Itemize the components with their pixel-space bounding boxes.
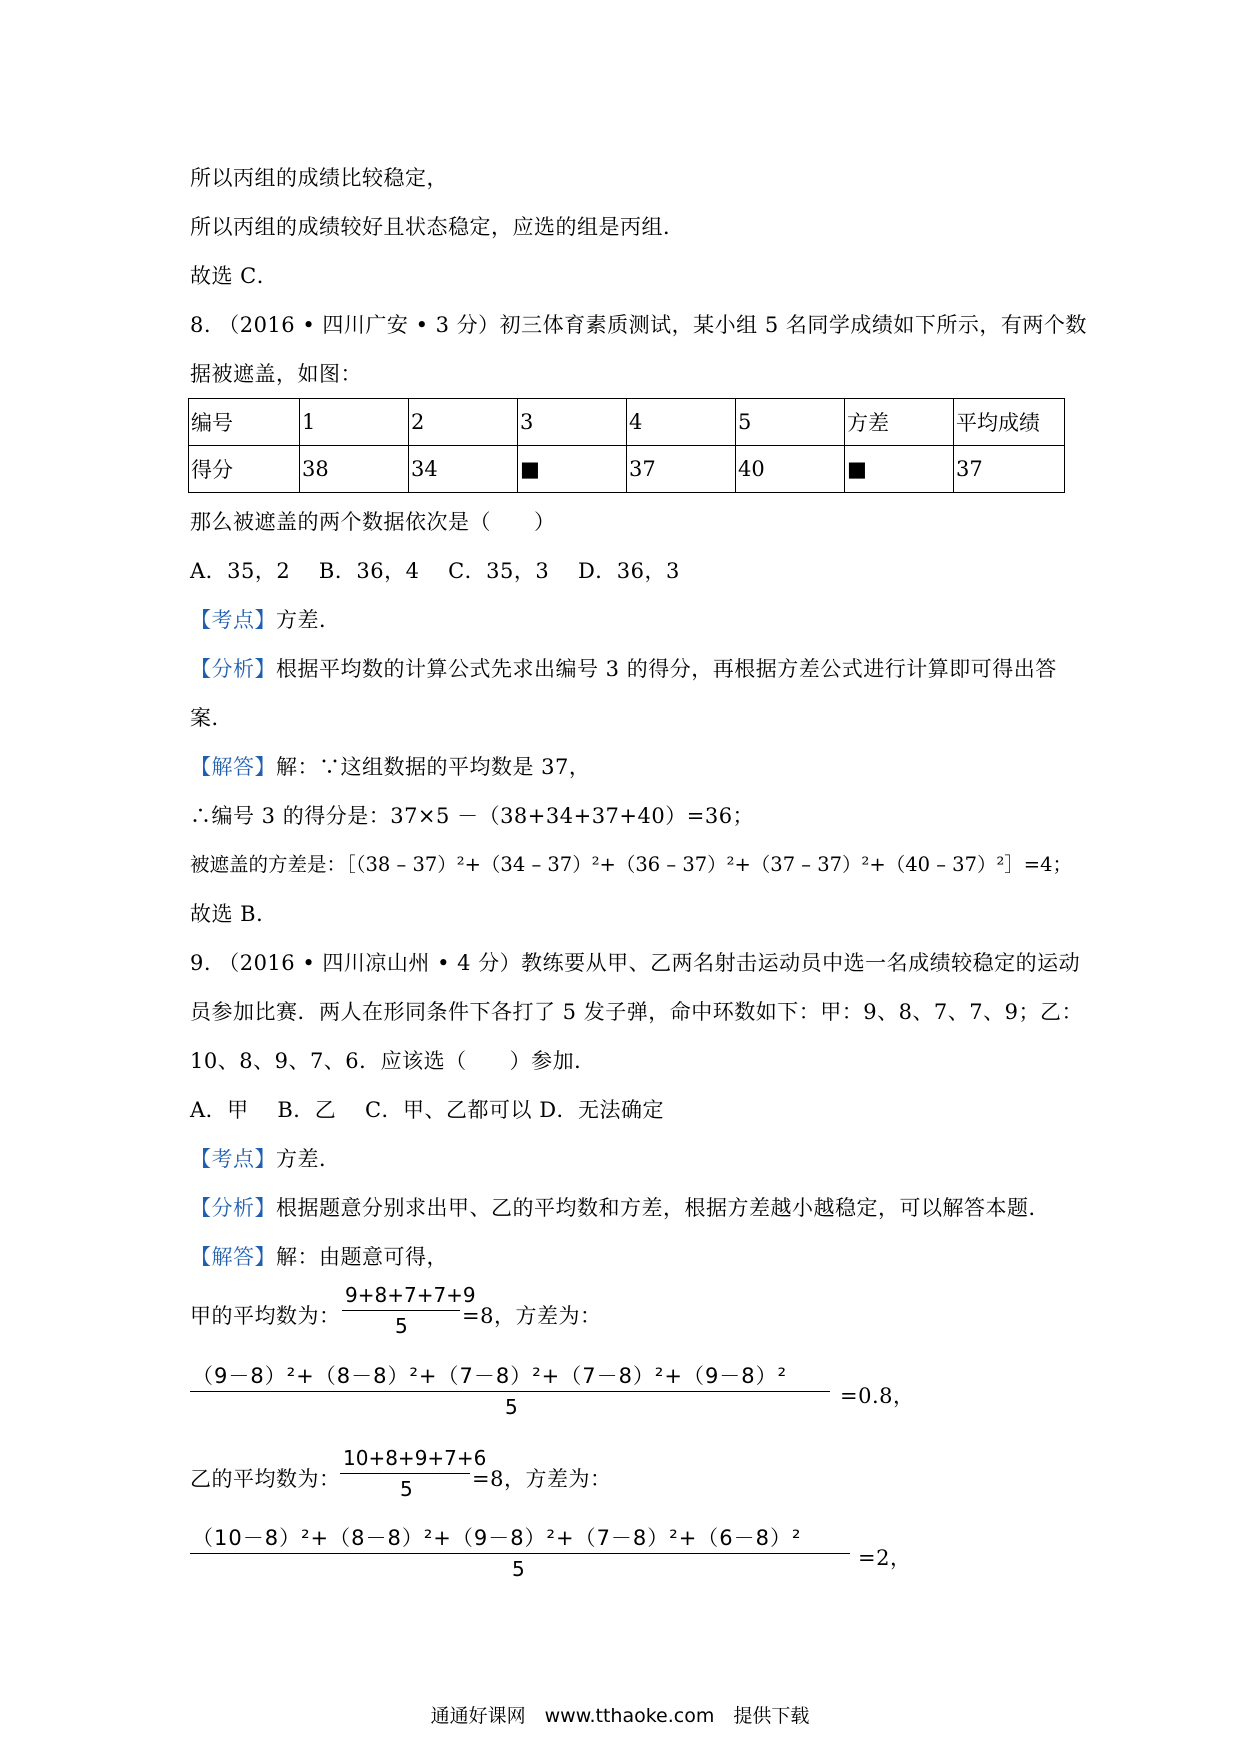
table-cell: 5 [736,399,845,446]
q9-stem-1: 9. （2016 • 四川凉山州 • 4 分）教练要从甲、乙两名射击运动员中选一名成绩较稳定的运动 [190,951,1081,975]
fenxi-tag: 【分析】 [190,657,276,681]
kaodian-text: 方差． [276,1147,341,1171]
table-cell: ■ [845,446,954,493]
table-cell: 4 [627,399,736,446]
jieda-text: 解：∵这组数据的平均数是 37， [276,755,591,779]
table-cell: 平均成绩 [954,399,1065,446]
score-table [188,398,1065,493]
q9-kaodian [190,1143,341,1173]
page-footer: 通通好课网 www.tthaoke.com 提供下载 [430,1705,810,1727]
table-cell: 37 [954,446,1065,493]
q8-stem-1: 8. （2016 • 四川广安 • 3 分）初三体育素质测试，某小组 5 名同学成绩如下所示，有两个数 [190,313,1087,337]
q8-question: 那么被遮盖的两个数据依次是（ ） [190,510,556,534]
fraction-bar [342,1310,460,1311]
yi-variance-denominator: 5 [512,1557,525,1581]
q9-fenxi [190,1192,1050,1222]
table-cell: 38 [300,446,409,493]
table-cell: 编号 [189,399,300,446]
fraction-bar [190,1553,850,1554]
table-row [189,446,1065,493]
table-cell: ■ [518,446,627,493]
q8-jieda-2: ∴编号 3 的得分是：37×5 －（38+34+37+40）=36； [190,804,755,828]
q8-fenxi-2: 案． [190,706,233,730]
q8-jieda-3: 被遮盖的方差是：［（38 – 37）²+（34 – 37）²+（36 – 37）²+（37 – 37）²+（40 – 37）²］=4； [190,853,1073,876]
q8-stem-2: 据被遮盖，如图： [190,362,362,386]
table-cell: 40 [736,446,845,493]
fenxi-text: 根据平均数的计算公式先求出编号 3 的得分，再根据方差公式进行计算即可得出答 [276,657,1057,681]
yi-mean-numerator: 10+8+9+7+6 [343,1446,487,1470]
table-cell: 2 [409,399,518,446]
jia-variance-denominator: 5 [505,1395,518,1419]
line-l2: 所以丙组的成绩较好且状态稳定，应选的组是丙组． [190,215,685,239]
fenxi-text: 根据题意分别求出甲、乙的平均数和方差，根据方差越小越稳定，可以解答本题． [276,1196,1050,1220]
jia-variance-numerator: （9－8）²+（8－8）²+（7－8）²+（7－8）²+（9－8）² [192,1364,788,1388]
table-cell: 方差 [845,399,954,446]
line-l3: 故选 C． [190,264,279,288]
table-cell: 1 [300,399,409,446]
kaodian-text: 方差． [276,608,341,632]
kaodian-tag: 【考点】 [190,1147,276,1171]
jia-mean-label: 甲的平均数为： [190,1304,341,1328]
table-cell: 34 [409,446,518,493]
fraction-bar [340,1473,470,1474]
jieda-text: 解：由题意可得， [276,1245,448,1269]
table-cell: 得分 [189,446,300,493]
yi-mean-tail: =8，方差为： [472,1467,612,1491]
q8-fenxi [190,653,1057,683]
yi-mean-denominator: 5 [400,1477,413,1501]
jieda-tag: 【解答】 [190,1245,276,1269]
table-cell: 3 [518,399,627,446]
q9-options: A．甲 B．乙 C．甲、乙都可以 D．无法确定 [190,1098,665,1122]
yi-mean-label: 乙的平均数为： [190,1467,341,1491]
jia-mean-tail: =8，方差为： [462,1304,602,1328]
q8-kaodian [190,604,341,634]
q8-options: A．35，2 B．36，4 C．35，3 D．36，3 [190,559,680,583]
table-row [189,399,1065,446]
q9-stem-3: 10、8、9、7、6．应该选（ ）参加． [190,1049,596,1073]
jia-mean-denominator: 5 [395,1314,408,1338]
kaodian-tag: 【考点】 [190,608,276,632]
line-l1: 所以丙组的成绩比较稳定， [190,166,448,190]
fraction-bar [190,1391,830,1392]
jieda-tag: 【解答】 [190,755,276,779]
yi-variance-tail: =2， [858,1546,912,1570]
q9-stem-2: 员参加比赛．两人在形同条件下各打了 5 发子弹，命中环数如下：甲：9、8、7、7、9；乙： [190,1000,1084,1024]
table-cell: 37 [627,446,736,493]
q9-jieda [190,1241,448,1271]
jia-mean-numerator: 9+8+7+7+9 [345,1283,476,1307]
q8-jieda [190,751,590,781]
jia-variance-tail: =0.8， [840,1384,915,1408]
yi-variance-numerator: （10－8）²+（8－8）²+（9－8）²+（7－8）²+（6－8）² [192,1526,802,1550]
fenxi-tag: 【分析】 [190,1196,276,1220]
q8-end: 故选 B． [190,902,278,926]
